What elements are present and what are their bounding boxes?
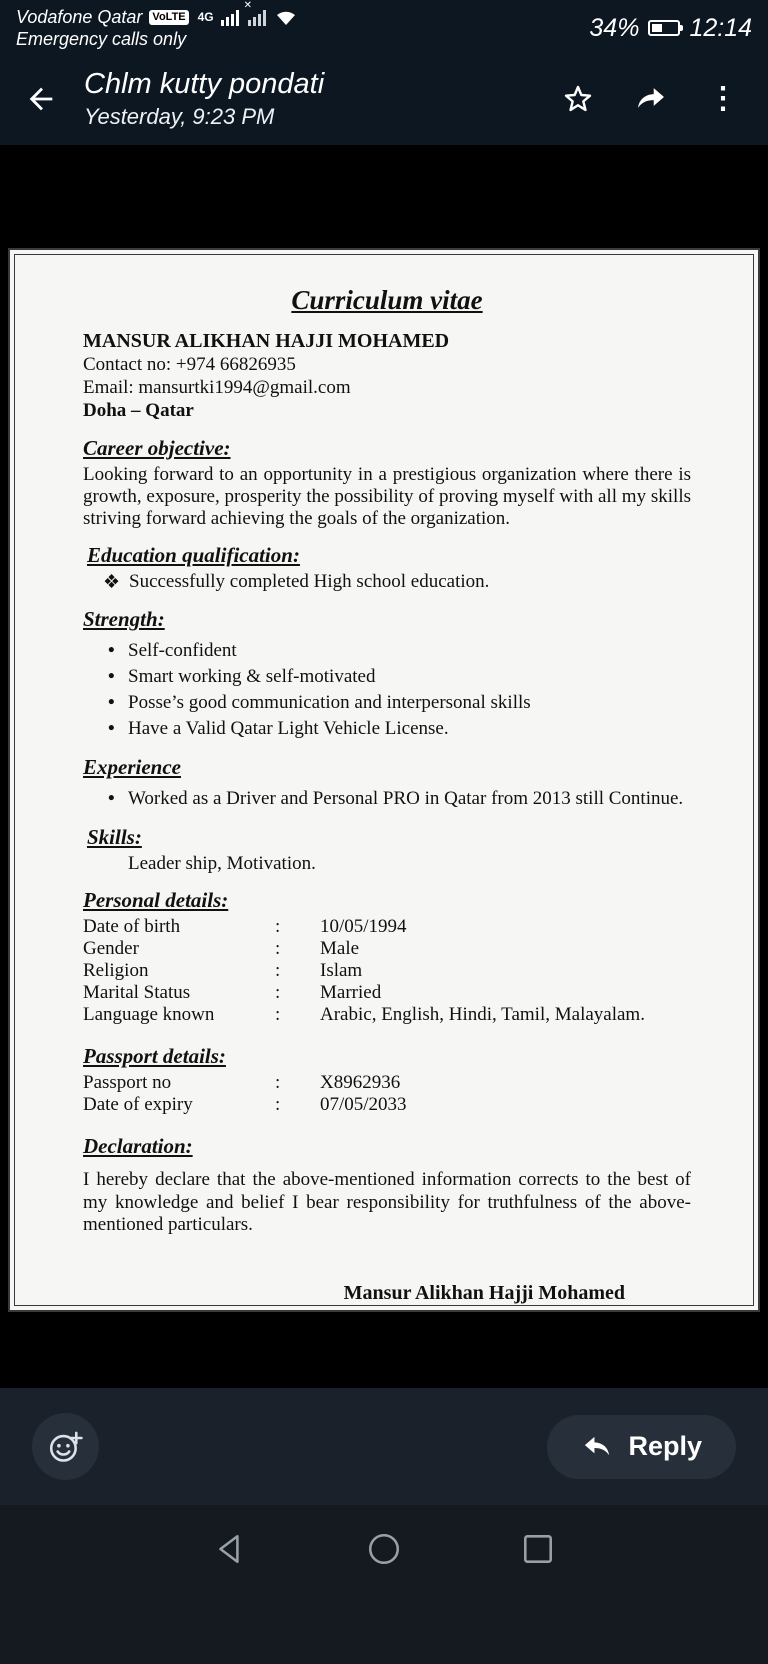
experience-list <box>83 786 691 812</box>
detail-row <box>83 916 691 938</box>
detail-label: Language known <box>83 1004 215 1026</box>
strength-item-text: Smart working & self-motivated <box>128 666 376 688</box>
status-right <box>589 14 752 43</box>
detail-row <box>83 960 691 982</box>
battery-percent: 34% <box>589 13 640 42</box>
detail-value: 07/05/2033 <box>320 1094 407 1116</box>
detail-row <box>83 1072 691 1094</box>
battery-fill <box>652 24 662 32</box>
strength-item-text: Posse’s good communication and interpersonal skills <box>128 692 531 714</box>
section-heading-strength: Strength: <box>83 607 165 632</box>
detail-label: Date of birth <box>83 916 181 938</box>
strength-item-text: Self-confident <box>128 640 237 662</box>
signature-name: Mansur Alikhan Hajji Mohamed <box>343 1282 625 1305</box>
section-heading-passport-details: Passport details: <box>83 1044 226 1069</box>
cv-title: Curriculum vitae <box>291 285 483 315</box>
reply-bar <box>0 1388 768 1505</box>
detail-label: Date of expiry <box>83 1094 193 1116</box>
bullet-dot: • <box>108 692 115 714</box>
battery-nub <box>680 25 683 31</box>
experience-item-text: Worked as a Driver and Personal PRO in Qatar from 2013 still Continue. <box>128 788 684 810</box>
detail-value: Islam <box>320 960 363 982</box>
list-item <box>83 690 691 716</box>
detail-label: Passport no <box>83 1072 172 1094</box>
signal-bars-sim2-icon <box>243 0 268 26</box>
cv-location: Doha – Qatar <box>83 400 194 422</box>
signal-bars-icon <box>221 9 241 26</box>
section-heading-declaration: Declaration: <box>83 1134 193 1159</box>
list-item <box>83 716 691 742</box>
nav-back-button[interactable] <box>212 1531 248 1567</box>
detail-separator: : <box>275 982 281 1004</box>
cv-page <box>8 248 760 1312</box>
status-bar <box>0 0 768 52</box>
battery-icon <box>648 20 680 36</box>
detail-separator: : <box>275 916 281 938</box>
diamond-bullet: ❖ <box>103 572 121 594</box>
section-heading-experience: Experience <box>83 755 181 780</box>
detail-separator: : <box>275 960 281 982</box>
detail-separator: : <box>275 1072 281 1094</box>
cv-name: MANSUR ALIKHAN HAJJI MOHAMED <box>83 330 450 352</box>
detail-value: Arabic, English, Hindi, Tamil, Malayalam. <box>320 1004 645 1026</box>
chat-title: Chlm kutty pondati <box>84 67 325 100</box>
detail-separator: : <box>275 1094 281 1116</box>
black-gap-top <box>0 145 768 248</box>
list-item <box>83 786 691 812</box>
network-type-label: 4G <box>197 10 214 24</box>
detail-value: 10/05/1994 <box>320 916 407 938</box>
forward-icon[interactable] <box>634 84 668 114</box>
emergency-calls-text: Emergency calls only <box>16 28 187 49</box>
reply-button[interactable] <box>547 1415 736 1479</box>
detail-separator: : <box>275 1004 281 1026</box>
chat-header <box>0 52 768 145</box>
no-service-x-icon: ✕ <box>243 0 253 11</box>
black-gap-bottom <box>0 1312 768 1388</box>
detail-separator: : <box>275 938 281 960</box>
detail-value: X8962936 <box>320 1072 401 1094</box>
reply-arrow-icon <box>581 1433 613 1461</box>
detail-value: Male <box>320 938 360 960</box>
strength-item-text: Have a Valid Qatar Light Vehicle License. <box>128 718 449 740</box>
message-timestamp: Yesterday, 9:23 PM <box>84 103 275 129</box>
list-item <box>83 638 691 664</box>
bullet-dot: • <box>108 718 115 740</box>
wifi-icon <box>275 9 297 26</box>
emoji-plus-icon <box>48 1429 84 1465</box>
back-arrow-icon[interactable] <box>24 82 58 116</box>
cv-page-inner <box>14 254 754 1306</box>
volte-badge: VoLTE <box>149 10 188 25</box>
reply-label: Reply <box>628 1431 702 1461</box>
navigation-bar <box>0 1505 768 1664</box>
detail-label: Gender <box>83 938 139 960</box>
cv-email: Email: mansurtki1994@gmail.com <box>83 377 351 399</box>
career-objective-text: Looking forward to an opportunity in a prestigious organization where there is growth, exposure, prosperity the possibility of proving myself with all my skills striving forward achieving the goals of the organization. <box>83 463 691 529</box>
carrier-name: Vodafone Qatar <box>16 6 143 27</box>
section-heading-skills: Skills: <box>87 825 142 850</box>
strength-list <box>83 638 691 742</box>
bullet-dot: • <box>108 666 115 688</box>
status-left <box>16 0 297 50</box>
nav-recents-button[interactable] <box>520 1531 556 1567</box>
overflow-menu-icon[interactable]: ⋮ <box>708 81 738 115</box>
status-time: 12:14 <box>689 13 752 42</box>
nav-home-button[interactable] <box>366 1531 402 1567</box>
section-heading-education: Education qualification: <box>87 543 300 568</box>
detail-row <box>83 982 691 1004</box>
education-text: Successfully completed High school education. <box>129 571 490 593</box>
header-actions <box>562 83 744 115</box>
bullet-dot: • <box>108 640 115 662</box>
education-item <box>83 571 691 594</box>
declaration-text: I hereby declare that the above-mentioned information corrects to the best of my knowledge and belief I bear responsibility for truthfulness of the above-mentioned particulars. <box>83 1169 691 1235</box>
detail-value: Married <box>320 982 382 1004</box>
bullet-dot: • <box>108 788 115 810</box>
list-item <box>83 664 691 690</box>
star-icon[interactable] <box>562 83 594 115</box>
chat-title-block[interactable] <box>84 68 562 130</box>
detail-row <box>83 1004 691 1026</box>
section-heading-career-objective: Career objective: <box>83 435 231 460</box>
detail-label: Marital Status <box>83 982 191 1004</box>
section-heading-personal-details: Personal details: <box>83 888 229 913</box>
cv-contact: Contact no: +974 66826935 <box>83 354 296 375</box>
detail-row <box>83 1094 691 1116</box>
detail-label: Religion <box>83 960 149 982</box>
add-reaction-button[interactable] <box>32 1413 99 1480</box>
detail-row <box>83 938 691 960</box>
skills-text: Leader ship, Motivation. <box>128 853 316 875</box>
